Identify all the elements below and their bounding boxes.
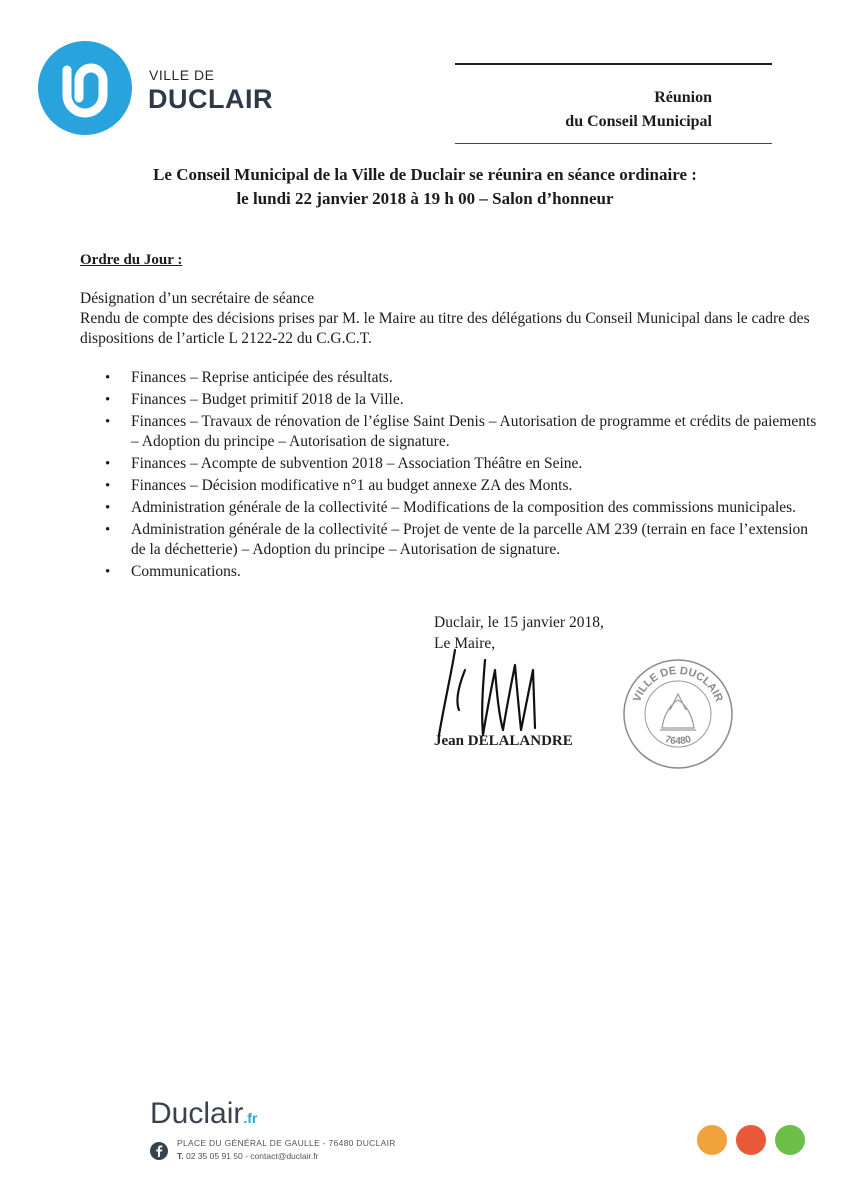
intro-line-2: le lundi 22 janvier 2018 à 19 h 00 – Salon d’honneur	[236, 189, 614, 208]
nature-badge-icon	[775, 1125, 805, 1155]
footer-brand-tld: .fr	[243, 1110, 258, 1126]
city-logo	[37, 40, 297, 140]
agenda-item: • Finances – Travaux de rénovation de l’église Saint Denis – Autorisation de programme et crédits de paiements – Adoption du principe – Autorisation de signature.	[80, 412, 825, 452]
duclair-logo-icon	[37, 40, 133, 136]
signatory-name: Jean DELALANDRE	[434, 733, 573, 749]
stamp-bottom-text: 76480	[663, 733, 693, 748]
handwritten-signature-image	[425, 640, 585, 745]
municipal-stamp-seal	[622, 658, 734, 770]
place-and-date: Duclair, le 15 janvier 2018,	[434, 614, 604, 631]
agenda-designation: Désignation d’un secrétaire de séance	[80, 290, 315, 307]
footer-contact	[177, 1151, 318, 1161]
footer-brand	[150, 1097, 257, 1131]
footer-phone-label: T.	[177, 1151, 184, 1161]
agenda-item: • Finances – Décision modificative n°1 au budget annexe ZA des Monts.	[80, 476, 825, 496]
header-divider-top	[455, 63, 772, 65]
agenda-item: • Finances – Budget primitif 2018 de la Ville.	[80, 390, 825, 410]
intro-line-1: Le Conseil Municipal de la Ville de Duclair se réunira en séance ordinaire :	[153, 165, 697, 184]
leisure-badge-icon	[697, 1125, 727, 1155]
header-divider-bottom	[455, 143, 772, 144]
agenda-list	[80, 368, 825, 584]
agenda-item: • Finances – Acompte de subvention 2018 – Association Théâtre en Seine.	[80, 454, 825, 474]
logo-city-name: DUCLAIR	[148, 84, 273, 114]
facebook-icon[interactable]	[150, 1142, 168, 1160]
wave-badge-icon	[736, 1125, 766, 1155]
footer-address: PLACE DU GÉNÉRAL DE GAULLE - 76480 DUCLAIR	[177, 1138, 396, 1148]
agenda-item: • Administration générale de la collectivité – Projet de vente de la parcelle AM 239 (terrain en face l’extension de la déchetterie) – Adoption du principe – Autorisation de signature.	[80, 520, 825, 560]
header-title-line1: Réunion	[654, 89, 712, 106]
stamp-top-text: VILLE DE DUCLAIR	[631, 664, 725, 704]
header-title-line2: du Conseil Municipal	[565, 113, 712, 130]
footer-brand-name: Duclair	[150, 1097, 244, 1130]
signatory-role: Le Maire,	[434, 635, 496, 652]
logo-ville-text: VILLE DE	[149, 67, 215, 83]
footer-separator: -	[242, 1151, 251, 1161]
agenda-item: • Finances – Reprise anticipée des résultats.	[80, 368, 825, 388]
footer-phone: 02 35 05 91 50	[186, 1151, 243, 1161]
agenda-heading: Ordre du Jour :	[80, 252, 183, 268]
footer-email[interactable]: contact@duclair.fr	[250, 1151, 319, 1161]
svg-text:76480	[663, 734, 693, 747]
agenda-rendu: Rendu de compte des décisions prises par M. le Maire au titre des délégations du Conseil Municipal dans le cadre des dispositions de l’article L 2122-22 du C.G.C.T.	[80, 310, 810, 347]
agenda-item: • Administration générale de la collectivité – Modifications de la composition des commissions municipales.	[80, 498, 825, 518]
agenda-item: • Communications.	[80, 562, 825, 582]
